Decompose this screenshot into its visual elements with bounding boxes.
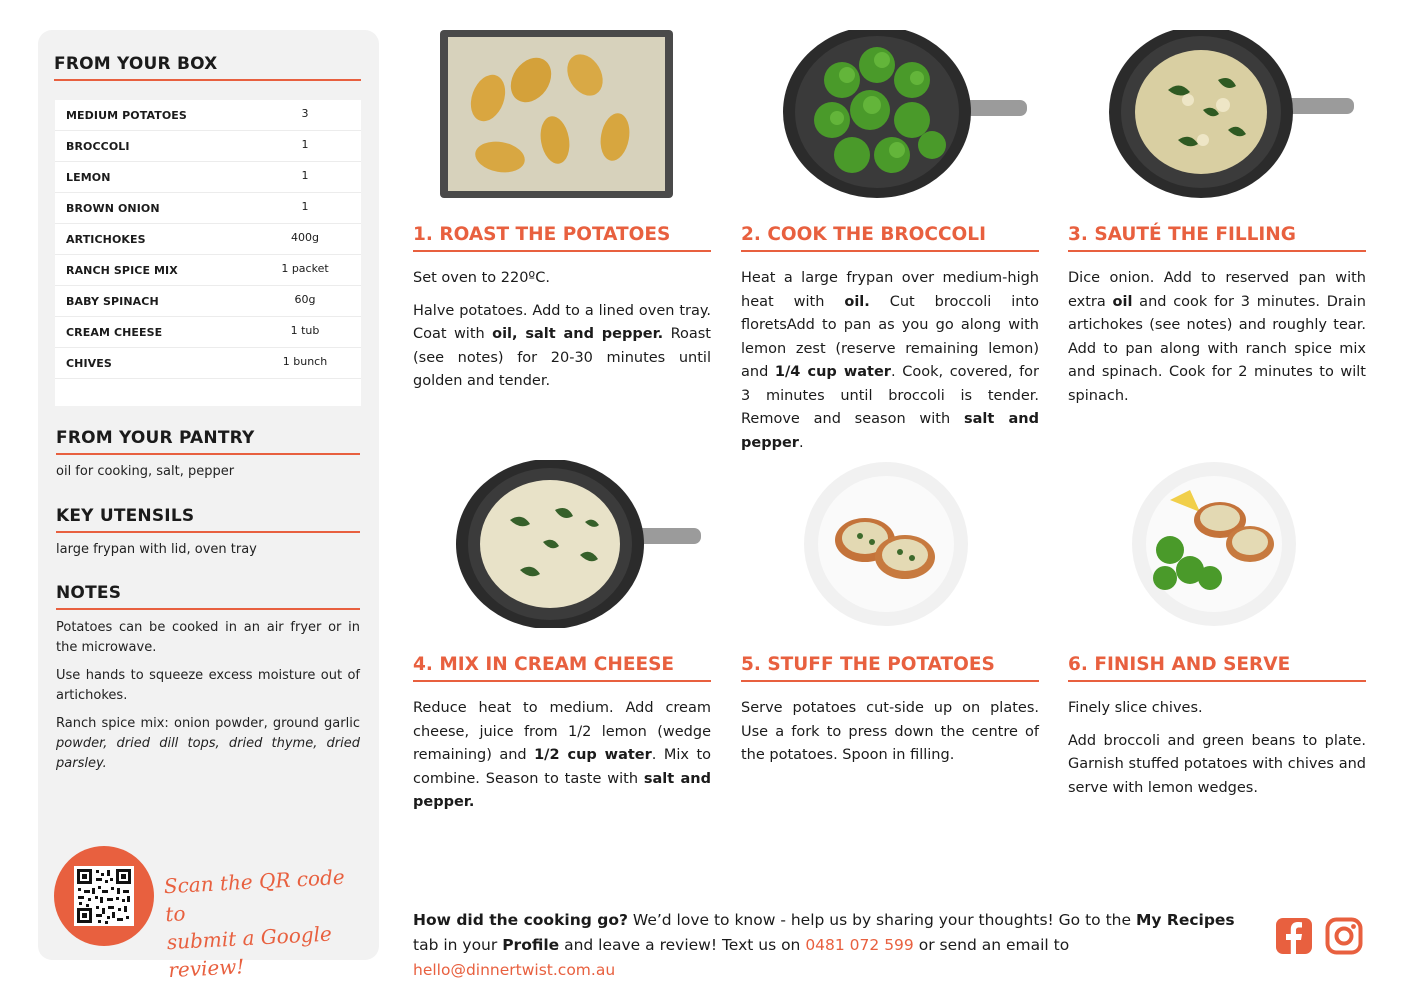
ingredients-sidebar bbox=[38, 30, 379, 983]
step1-body bbox=[413, 267, 711, 403]
text-segment: We’d love to know - help us by sharing your thoughts! Go to the bbox=[627, 911, 1136, 929]
bold-text: salt and pepper bbox=[741, 411, 1039, 451]
text-segment: Dice onion. Add to reserved pan with extra bbox=[1068, 270, 1366, 310]
ingredient-qty: 3 bbox=[301, 107, 309, 120]
bold-text: 1/2 cup water bbox=[534, 747, 652, 763]
step4-body bbox=[413, 697, 711, 824]
note-ranch-italic: powder, dried dill tops, dried thyme, dried parsley. bbox=[56, 736, 360, 771]
text-segment: tab in your bbox=[413, 936, 503, 954]
bold-text: 1/4 cup water bbox=[774, 364, 891, 380]
bold-text: How did the cooking go? bbox=[413, 911, 628, 929]
step3-para1 bbox=[1068, 267, 1366, 408]
bold-text: oil bbox=[1112, 293, 1133, 310]
text-segment: . Cook, covered, for 3 minutes until broccoli is tender. Remove and season with bbox=[741, 364, 1040, 427]
text-segment: Halve potatoes. Add to a lined oven tray. Coat with bbox=[413, 302, 711, 342]
step6-body bbox=[1068, 697, 1366, 809]
step6-para2: Add broccoli and green beans to plate. Garnish stuffed potatoes with chives and serve with lemon wedges. bbox=[1068, 732, 1366, 796]
text-segment: or send an email to bbox=[913, 936, 1070, 954]
ingredient-qty: 1 bunch bbox=[282, 355, 328, 368]
ingredient-name: BROCCOLI bbox=[66, 140, 130, 153]
ingredient-qty: 60g bbox=[294, 293, 316, 306]
step4-para1 bbox=[413, 697, 711, 815]
table-row bbox=[55, 100, 361, 131]
table-row bbox=[55, 193, 361, 224]
step5-para1: Serve potatoes cut-side up on plates. Use a fork to press down the centre of the potatoes. Spoon in filling. bbox=[741, 700, 1039, 763]
bold-text: My Recipes bbox=[1135, 911, 1235, 929]
bold-text: salt and pepper. bbox=[413, 770, 711, 810]
text-segment: Reduce heat to medium. Add cream cheese, juice from 1/2 lemon (wedge remaining) and bbox=[413, 700, 711, 763]
review-footer bbox=[413, 908, 1253, 983]
contact-link[interactable]: hello@dinnertwist.com.au bbox=[413, 961, 616, 979]
ingredient-qty: 1 bbox=[301, 138, 309, 151]
utensils-heading: KEY UTENSILS bbox=[56, 506, 360, 533]
bold-text: Profile bbox=[502, 936, 560, 954]
ingredient-qty: 1 bbox=[301, 169, 309, 182]
pantry-text: oil for cooking, salt, pepper bbox=[56, 464, 235, 479]
step6-para1: Finely slice chives. bbox=[1068, 700, 1203, 716]
note-item: Use hands to squeeze excess moisture out of artichokes. bbox=[56, 668, 360, 703]
text-segment: Roast (see notes) for 20-30 minutes until golden and tender. bbox=[413, 326, 711, 389]
step5-photo bbox=[802, 460, 970, 628]
note-item: Potatoes can be cooked in an air fryer or in the microwave. bbox=[56, 620, 360, 655]
ingredient-name: CREAM CHEESE bbox=[66, 326, 163, 339]
bold-text: oil, salt and pepper. bbox=[492, 326, 664, 342]
table-row bbox=[55, 131, 361, 162]
ingredient-name: LEMON bbox=[66, 171, 111, 184]
box-heading: FROM YOUR BOX bbox=[54, 54, 361, 81]
step1-para1: Set oven to 220ºC. bbox=[413, 270, 550, 286]
ingredient-name: BABY SPINACH bbox=[66, 295, 159, 308]
ingredient-name: CHIVES bbox=[66, 357, 112, 370]
ingredient-qty: 1 tub bbox=[290, 324, 320, 337]
text-segment: . Mix to combine. Season to taste with bbox=[413, 747, 711, 787]
step2-photo bbox=[782, 30, 1032, 198]
text-segment: . bbox=[798, 434, 804, 451]
text-segment: and leave a review! Text us on bbox=[559, 936, 806, 954]
notes-heading: NOTES bbox=[56, 583, 360, 610]
qr-code-icon[interactable] bbox=[74, 866, 134, 926]
instagram-icon[interactable] bbox=[1325, 917, 1363, 955]
table-row bbox=[55, 317, 361, 348]
notes-text bbox=[56, 618, 360, 782]
note-ranch-prefix: Ranch spice mix: onion powder, ground garlic bbox=[56, 716, 360, 731]
facebook-icon[interactable] bbox=[1275, 917, 1313, 955]
step1-para2 bbox=[413, 300, 711, 394]
ingredient-qty: 1 packet bbox=[281, 262, 329, 275]
utensils-text: large frypan with lid, oven tray bbox=[56, 542, 257, 557]
text-segment: Heat a large frypan over medium-high heat with bbox=[741, 270, 1039, 310]
step2-body bbox=[741, 267, 1039, 464]
table-row bbox=[55, 286, 361, 317]
table-row bbox=[55, 162, 361, 193]
qr-caption-line2: submit a Google review! bbox=[166, 921, 333, 983]
step1-photo bbox=[440, 30, 673, 198]
table-row bbox=[55, 224, 361, 255]
step3-body bbox=[1068, 267, 1366, 417]
qr-caption bbox=[163, 862, 369, 984]
step5-body bbox=[741, 697, 1039, 777]
step6-title: 6. FINISH AND SERVE bbox=[1068, 654, 1366, 682]
step2-title: 2. COOK THE BROCCOLI bbox=[741, 224, 1039, 252]
step1-title: 1. ROAST THE POTATOES bbox=[413, 224, 711, 252]
text-segment: and cook for 3 minutes. Drain artichokes (see notes) and roughly tear. Add to pan along with ranch spice mix and spinach. Cook for 2 minutes to wilt spinach. bbox=[1068, 293, 1366, 404]
step5-title: 5. STUFF THE POTATOES bbox=[741, 654, 1039, 682]
ingredient-name: MEDIUM POTATOES bbox=[66, 109, 187, 122]
step3-title: 3. SAUTÉ THE FILLING bbox=[1068, 224, 1366, 252]
step4-title: 4. MIX IN CREAM CHEESE bbox=[413, 654, 711, 682]
table-row bbox=[55, 348, 361, 379]
box-ingredients-table bbox=[55, 100, 361, 406]
table-row bbox=[55, 255, 361, 286]
step3-photo bbox=[1108, 30, 1358, 198]
bold-text: oil. bbox=[844, 293, 870, 310]
text-segment: Cut broccoli into floretsAdd to pan as you go along with lemon zest (reserve remaining lemon) and bbox=[741, 293, 1039, 380]
ingredient-name: RANCH SPICE MIX bbox=[66, 264, 178, 277]
pantry-heading: FROM YOUR PANTRY bbox=[56, 428, 360, 455]
note-item bbox=[56, 714, 360, 774]
qr-badge[interactable] bbox=[54, 846, 154, 946]
ingredient-qty: 400g bbox=[291, 231, 319, 244]
ingredient-name: ARTICHOKES bbox=[66, 233, 146, 246]
step6-photo bbox=[1130, 460, 1298, 628]
step2-para1 bbox=[741, 267, 1039, 455]
ingredient-qty: 1 bbox=[301, 200, 309, 213]
contact-link[interactable]: 0481 072 599 bbox=[805, 936, 914, 954]
qr-caption-line1: Scan the QR code to bbox=[163, 864, 346, 927]
step4-photo bbox=[455, 460, 705, 628]
ingredient-name: BROWN ONION bbox=[66, 202, 160, 215]
